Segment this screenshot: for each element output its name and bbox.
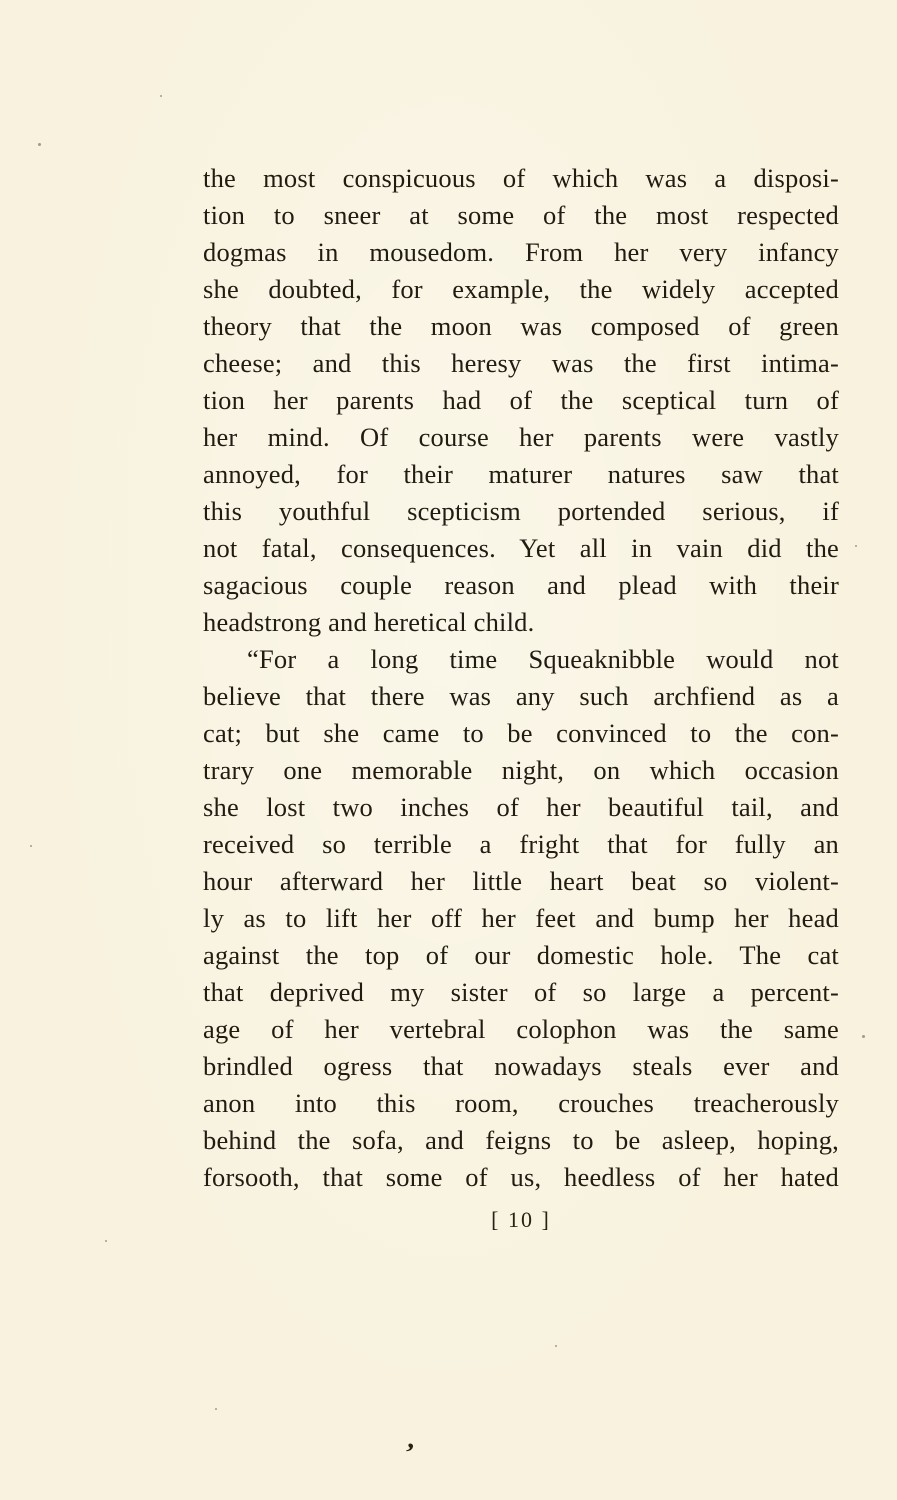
text-line: trary one memorable night, on which occasion bbox=[203, 755, 839, 785]
text-line: not fatal, consequences. Yet all in vain did the bbox=[203, 533, 839, 563]
text-line: the most conspicuous of which was a disposi- bbox=[203, 163, 839, 193]
text-line: headstrong and heretical child. bbox=[203, 607, 535, 637]
text-line: sagacious couple reason and plead with their bbox=[203, 570, 839, 600]
text-line: cheese; and this heresy was the first intima- bbox=[203, 348, 839, 378]
text-line: age of her vertebral colophon was the same bbox=[203, 1014, 839, 1044]
scan-speck bbox=[215, 1408, 217, 1410]
text-line: forsooth, that some of us, heedless of her hated bbox=[203, 1162, 839, 1192]
text-line: hour afterward her little heart beat so violent- bbox=[203, 866, 839, 896]
scan-speck bbox=[30, 845, 32, 847]
scan-speck bbox=[38, 143, 41, 146]
ink-mark: ’ bbox=[400, 1437, 417, 1470]
text-line: theory that the moon was composed of green bbox=[203, 311, 839, 341]
text-line: ly as to lift her off her feet and bump her head bbox=[203, 903, 839, 933]
text-line: her mind. Of course her parents were vastly bbox=[203, 422, 839, 452]
text-line: cat; but she came to be convinced to the con- bbox=[203, 718, 839, 748]
text-line: this youthful scepticism portended serious, if bbox=[203, 496, 839, 526]
text-block bbox=[203, 160, 839, 1196]
scan-speck bbox=[862, 1035, 865, 1038]
text-line: that deprived my sister of so large a percent- bbox=[203, 977, 839, 1007]
text-line: “For a long time Squeaknibble would not bbox=[247, 644, 839, 674]
scan-speck bbox=[855, 545, 857, 547]
text-line: received so terrible a fright that for fully an bbox=[203, 829, 839, 859]
text-line: annoyed, for their maturer natures saw that bbox=[203, 459, 839, 489]
scan-speck bbox=[555, 1345, 557, 1347]
text-line: she lost two inches of her beautiful tail, and bbox=[203, 792, 839, 822]
text-line: believe that there was any such archfiend as a bbox=[203, 681, 839, 711]
text-line: brindled ogress that nowadays steals ever and bbox=[203, 1051, 839, 1081]
text-line: tion to sneer at some of the most respected bbox=[203, 200, 839, 230]
text-line: behind the sofa, and feigns to be asleep, hoping, bbox=[203, 1125, 839, 1155]
text-line: tion her parents had of the sceptical turn of bbox=[203, 385, 839, 415]
text-line: she doubted, for example, the widely accepted bbox=[203, 274, 839, 304]
text-line: anon into this room, crouches treacherously bbox=[203, 1088, 839, 1118]
text-line: against the top of our domestic hole. The cat bbox=[203, 940, 839, 970]
text-line: dogmas in mousedom. From her very infancy bbox=[203, 237, 839, 267]
scan-speck bbox=[160, 95, 162, 97]
page-number: [ 10 ] bbox=[491, 1207, 551, 1232]
scan-speck bbox=[105, 1240, 107, 1242]
